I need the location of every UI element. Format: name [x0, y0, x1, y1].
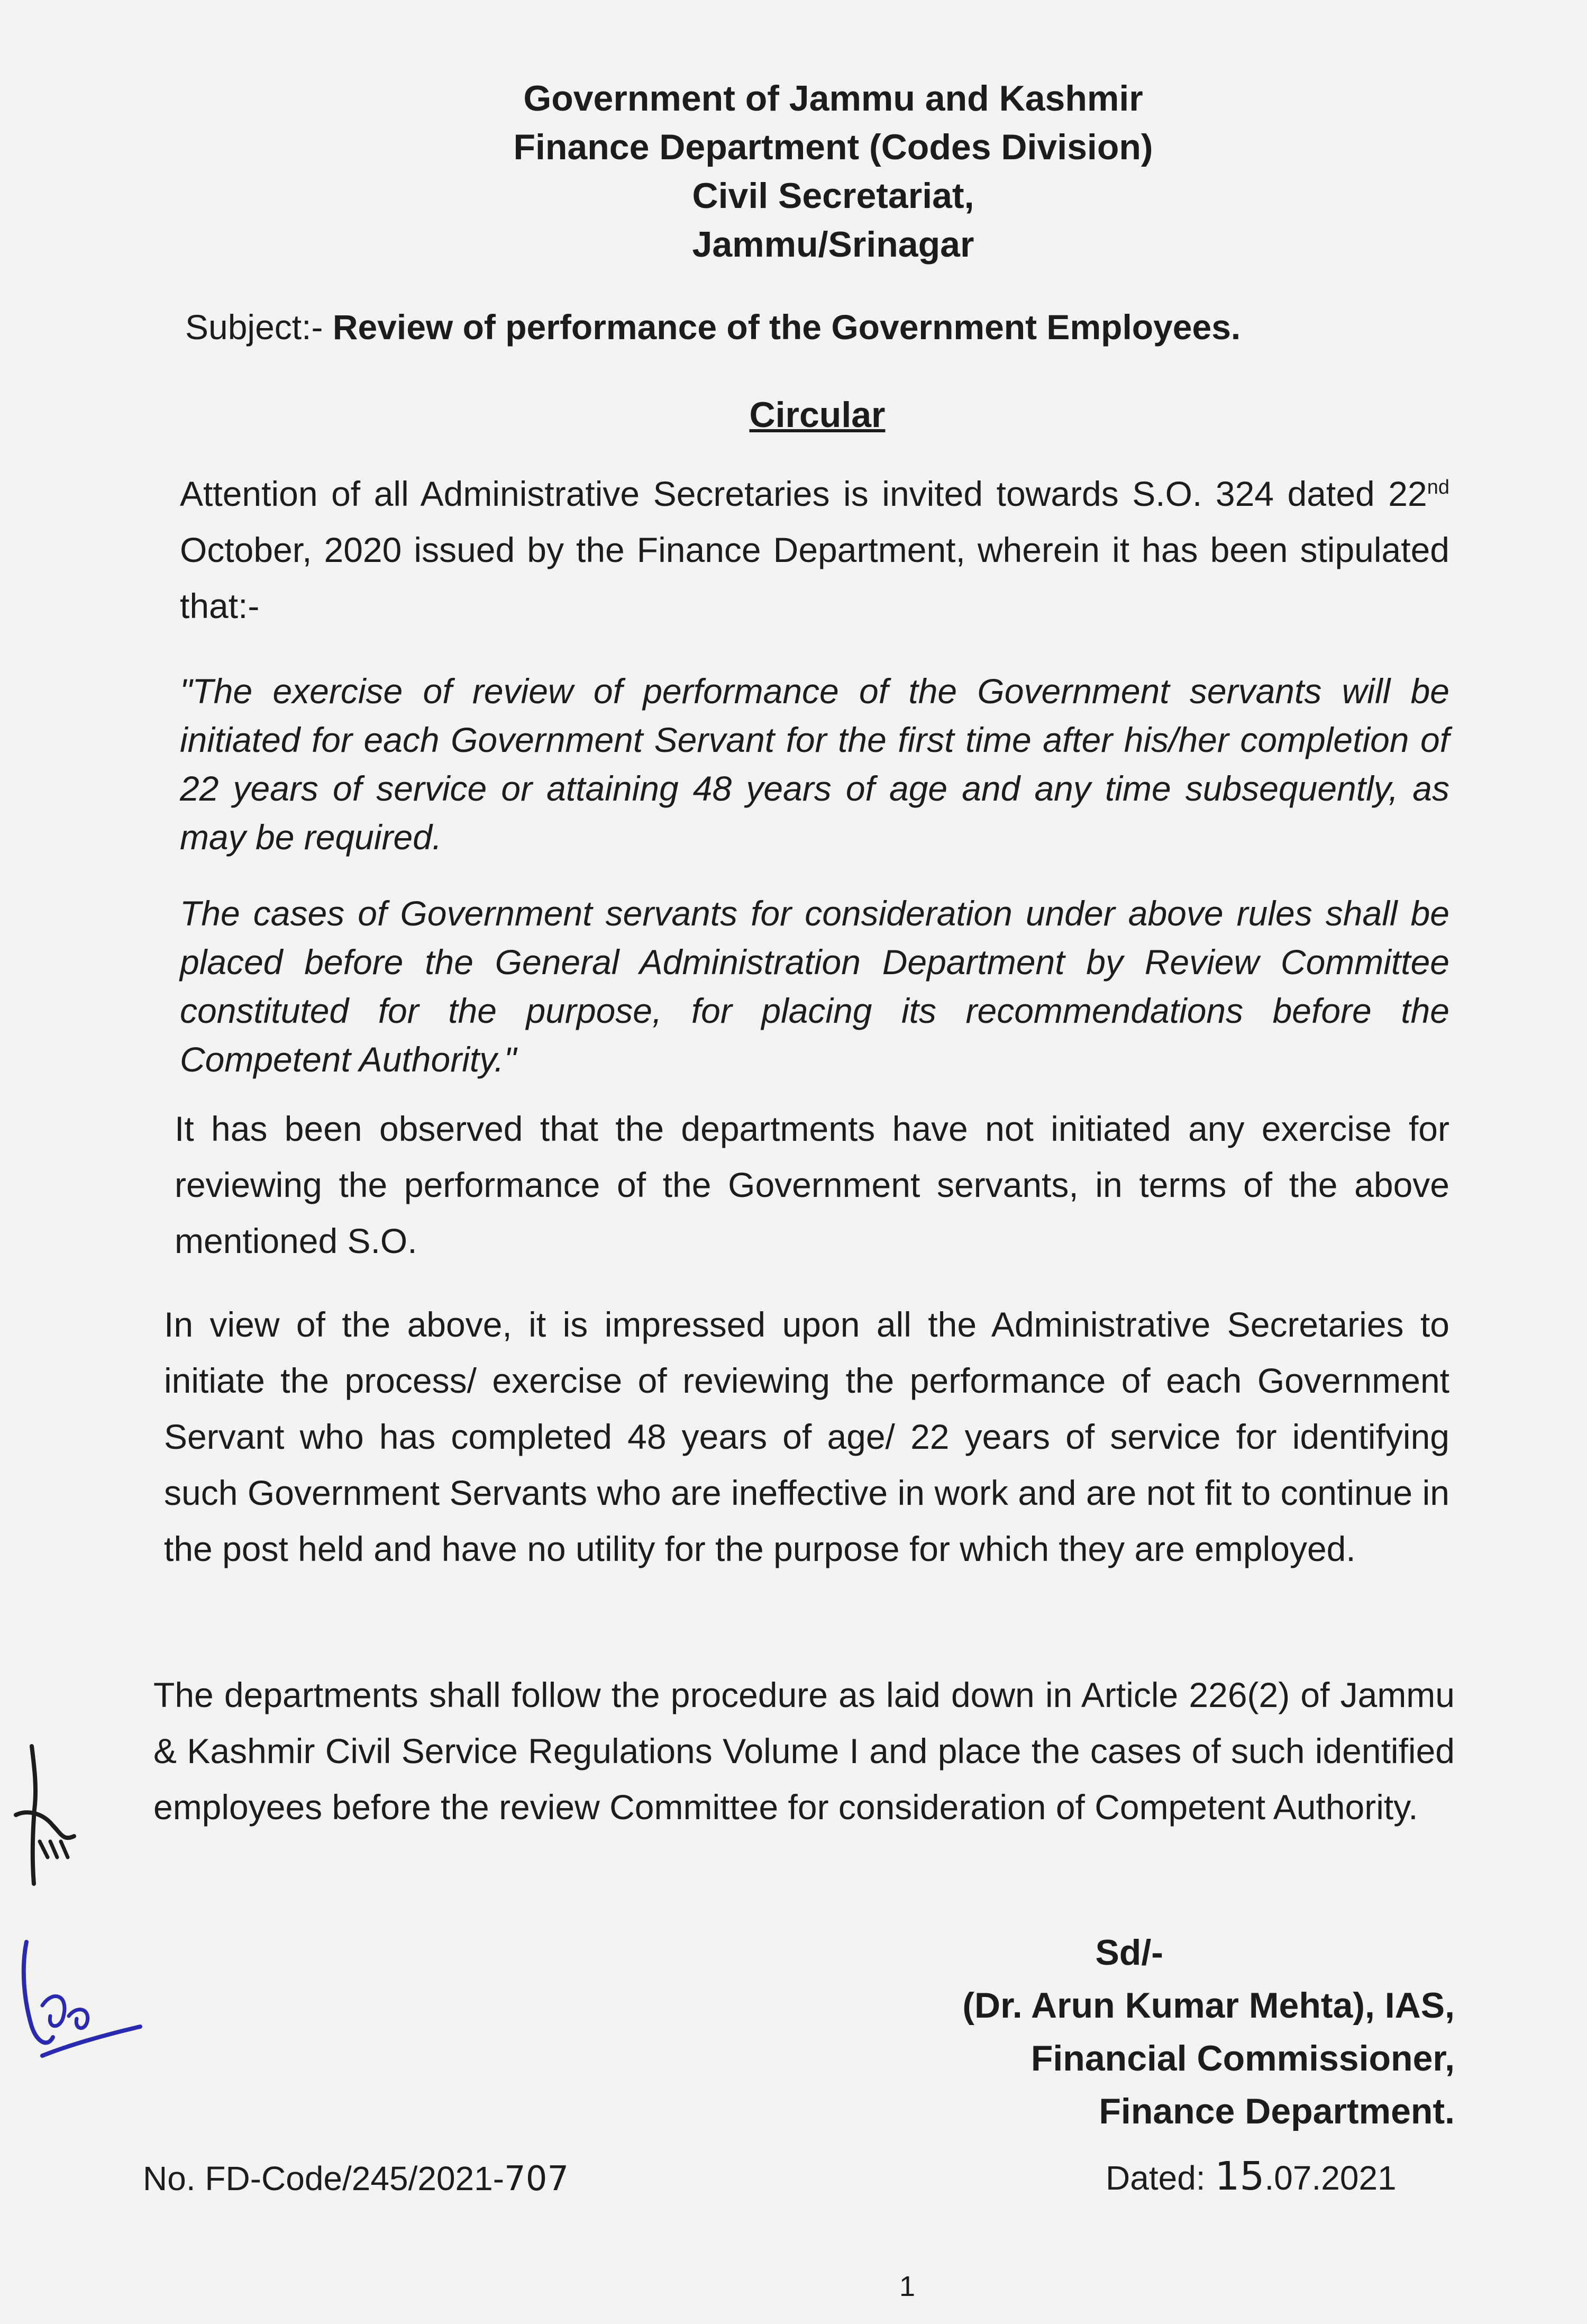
signature-block: [962, 1926, 1455, 2138]
reference-number: [143, 2159, 569, 2199]
quoted-rule-2: The cases of Government servants for consideration under above rules shall be placed before the General Administration Department by Review Committee constituted for the purpose, for placing its recommendations before the Competent Authority.": [180, 894, 1449, 1079]
paragraph-attention-text-end: October, 2020 issued by the Finance Department, wherein it has been stipulated that:-: [180, 530, 1449, 625]
letterhead-line-department: Finance Department (Codes Division): [513, 127, 1153, 167]
letterhead-line-government: Government of Jammu and Kashmir: [523, 78, 1143, 119]
signatory-name: (Dr. Arun Kumar Mehta), IAS,: [962, 1985, 1455, 2026]
margin-initials-blue-icon: [11, 1926, 148, 2074]
signatory-designation: Financial Commissioner,: [1030, 2038, 1455, 2078]
margin-initials-black-icon: [11, 1736, 85, 1905]
dated-month-year: .07.2021: [1264, 2159, 1397, 2197]
quoted-rule-1: "The exercise of review of performance of the Government servants will be initiated for each Government Servant for the first time after his/her completion of 22 years of service or attaining 48 years of age and any time subsequently, as may be required.: [180, 671, 1449, 857]
paragraph-attention-text-start: Attention of all Administrative Secretaries is invited towards S.O. 324 dated 22: [180, 474, 1427, 513]
signature-sd: Sd/-: [1095, 1932, 1163, 1973]
dated-label: Dated:: [1106, 2159, 1206, 2197]
letterhead-line-location: Jammu/Srinagar: [692, 224, 974, 265]
circular-title: Circular: [749, 395, 886, 435]
subject-line: [185, 307, 1241, 347]
letterhead-line-secretariat: Civil Secretariat,: [692, 176, 974, 216]
dated-line: [1106, 2154, 1397, 2199]
subject-label: Subject:-: [185, 307, 323, 347]
letterhead: [0, 74, 1587, 269]
paragraph-observation: It has been observed that the departments have not initiated any exercise for reviewing the performance of the Government servants, in terms of the above mentioned S.O.: [175, 1109, 1449, 1260]
paragraph-directive: In view of the above, it is impressed upon all the Administrative Secretaries to initiate the process/ exercise of reviewing the performance of each Government Servant who has completed 48 years of age/ 22 years of service for identifying such Government Servants who are ineffective in work and are not fit to continue in the post held and have no utility for the purpose for which they are employed.: [164, 1305, 1449, 1568]
dated-day-handwritten: 15: [1215, 2154, 1265, 2199]
subject-text: Review of performance of the Government Employees.: [332, 307, 1241, 347]
reference-number-printed: No. FD-Code/245/2021-: [143, 2159, 505, 2198]
signatory-department: Finance Department.: [1099, 2091, 1455, 2131]
paragraph-procedure: The departments shall follow the procedure as laid down in Article 226(2) of Jammu & Kashmir Civil Service Regulations Volume I and place the cases of such identified employees before the review Committee for consideration of Competent Authority.: [153, 1675, 1455, 1827]
reference-number-handwritten: 707: [504, 2159, 569, 2199]
paragraph-attention: [180, 466, 1449, 634]
page-number: 1: [899, 2271, 916, 2302]
ordinal-suffix: nd: [1427, 476, 1449, 498]
